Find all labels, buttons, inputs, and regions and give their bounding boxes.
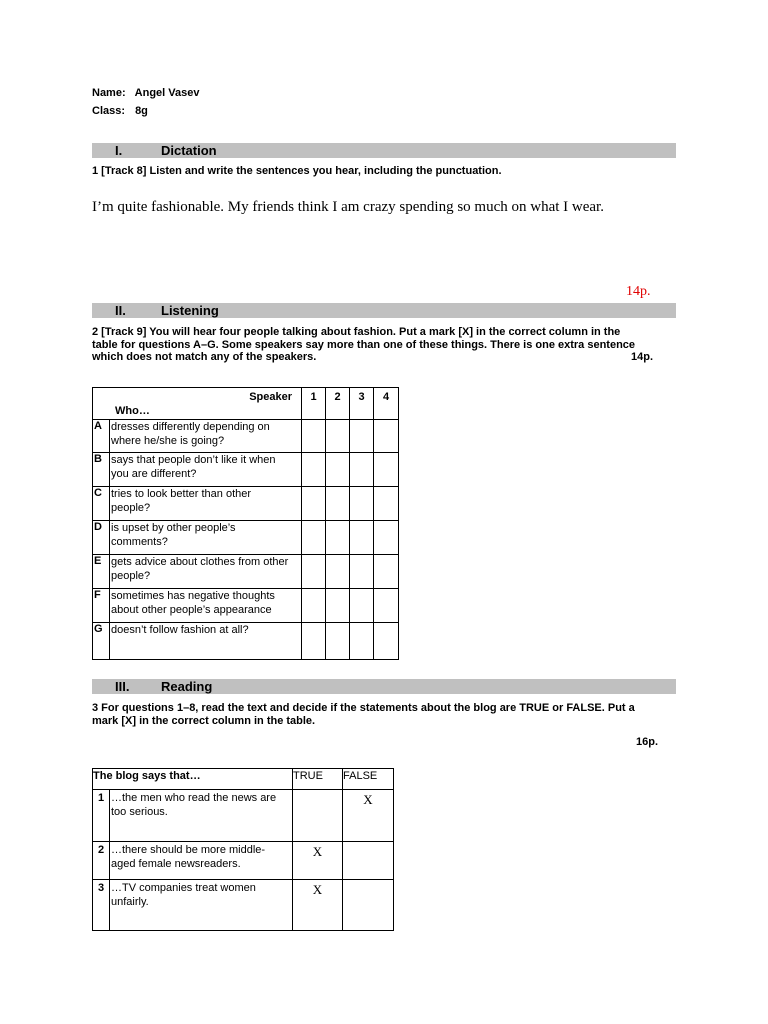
answer-cell[interactable] bbox=[350, 555, 374, 589]
statement-line: dresses differently depending on bbox=[111, 421, 270, 433]
answer-cell[interactable] bbox=[302, 453, 326, 487]
row-statement bbox=[110, 589, 302, 623]
statement-line: people? bbox=[111, 502, 151, 514]
instruction-line: 2 [Track 9] You will hear four people talking about fashion. Put a mark [X] in the correct column in the bbox=[92, 326, 621, 338]
reading-score: 16p. bbox=[636, 736, 659, 748]
statement-line: says that people don’t like it when bbox=[111, 454, 276, 466]
statement-line: comments? bbox=[111, 536, 168, 548]
statement-line: sometimes has negative thoughts bbox=[111, 590, 275, 602]
student-class: 8g bbox=[135, 105, 148, 117]
table-row bbox=[93, 487, 399, 521]
answer-cell[interactable] bbox=[326, 521, 350, 555]
row-letter: F bbox=[93, 589, 110, 623]
answer-cell[interactable] bbox=[302, 589, 326, 623]
section-heading-dictation bbox=[92, 143, 676, 158]
statement-line: …there should be more middle- bbox=[111, 844, 266, 856]
table-header-row bbox=[93, 388, 399, 420]
answer-cell[interactable] bbox=[350, 487, 374, 521]
section-number: I. bbox=[115, 143, 123, 158]
true-column-header: TRUE bbox=[293, 769, 343, 790]
student-name-row bbox=[92, 87, 199, 99]
who-label: Who… bbox=[115, 405, 150, 417]
answer-cell[interactable] bbox=[374, 487, 399, 521]
statement-line: tries to look better than other bbox=[111, 488, 252, 500]
row-statement bbox=[110, 880, 293, 931]
row-number: 2 bbox=[93, 842, 110, 880]
answer-cell[interactable] bbox=[374, 521, 399, 555]
table-row bbox=[93, 555, 399, 589]
answer-cell[interactable] bbox=[374, 555, 399, 589]
row-letter: D bbox=[93, 521, 110, 555]
statement-line: people? bbox=[111, 570, 151, 582]
answer-cell[interactable] bbox=[302, 420, 326, 453]
speaker-col-3: 3 bbox=[350, 388, 374, 420]
listening-instruction bbox=[92, 326, 682, 364]
answer-cell[interactable] bbox=[350, 420, 374, 453]
dictation-instruction: 1 [Track 8] Listen and write the sentences you hear, including the punctuation. bbox=[92, 165, 502, 177]
row-letter: E bbox=[93, 555, 110, 589]
row-letter: G bbox=[93, 623, 110, 660]
dictation-answer: I’m quite fashionable. My friends think I am crazy spending so much on what I wear. bbox=[92, 199, 604, 215]
row-number: 3 bbox=[93, 880, 110, 931]
speaker-col-1: 1 bbox=[302, 388, 326, 420]
instruction-line: table for questions A–G. Some speakers say more than one of these things. There is one extra sentence bbox=[92, 338, 636, 351]
answer-cell[interactable] bbox=[302, 487, 326, 521]
answer-cell[interactable] bbox=[326, 453, 350, 487]
statement-line: doesn’t follow fashion at all? bbox=[111, 624, 249, 636]
table-row bbox=[93, 790, 394, 842]
row-statement bbox=[110, 555, 302, 589]
statement-line: where he/she is going? bbox=[111, 435, 225, 447]
statement-line: is upset by other people’s bbox=[111, 522, 236, 534]
student-class-row bbox=[92, 105, 148, 117]
speaker-who-cell bbox=[93, 388, 302, 420]
answer-cell[interactable] bbox=[350, 623, 374, 660]
instruction-line: 3 For questions 1–8, read the text and decide if the statements about the blog are TRUE or FALSE. Put a bbox=[92, 702, 635, 714]
table-row bbox=[93, 521, 399, 555]
false-column-header: FALSE bbox=[343, 769, 394, 790]
instruction-line: which does not match any of the speakers. bbox=[92, 351, 317, 363]
row-statement bbox=[110, 420, 302, 453]
statement-line: you are different? bbox=[111, 468, 197, 480]
section-number: III. bbox=[115, 679, 130, 694]
class-label: Class: bbox=[92, 105, 126, 117]
section-heading-listening bbox=[92, 303, 676, 318]
row-statement bbox=[110, 842, 293, 880]
answer-cell[interactable] bbox=[326, 487, 350, 521]
true-answer-cell[interactable]: X bbox=[293, 842, 343, 880]
answer-cell[interactable] bbox=[302, 555, 326, 589]
table-row bbox=[93, 880, 394, 931]
table-row bbox=[93, 623, 399, 660]
table-row bbox=[93, 453, 399, 487]
answer-cell[interactable] bbox=[350, 521, 374, 555]
section-title: Dictation bbox=[161, 143, 217, 158]
section-number: II. bbox=[115, 303, 126, 318]
section-title: Reading bbox=[161, 679, 213, 694]
table-row bbox=[93, 589, 399, 623]
table-row bbox=[93, 842, 394, 880]
row-statement bbox=[110, 487, 302, 521]
row-letter: B bbox=[93, 453, 110, 487]
answer-cell[interactable] bbox=[374, 453, 399, 487]
statement-line: aged female newsreaders. bbox=[111, 858, 241, 870]
row-number: 1 bbox=[93, 790, 110, 842]
true-answer-cell[interactable] bbox=[293, 790, 343, 842]
row-letter: A bbox=[93, 420, 110, 453]
answer-cell[interactable] bbox=[350, 453, 374, 487]
listening-table bbox=[92, 387, 399, 660]
statement-line: …TV companies treat women bbox=[111, 882, 256, 894]
student-name: Angel Vasev bbox=[134, 87, 200, 99]
section-heading-reading bbox=[92, 679, 676, 694]
answer-cell[interactable] bbox=[350, 589, 374, 623]
statement-line: too serious. bbox=[111, 806, 168, 818]
table-header-row bbox=[93, 769, 394, 790]
statement-line: …the men who read the news are bbox=[111, 792, 277, 804]
table-row bbox=[93, 420, 399, 453]
statement-line: gets advice about clothes from other bbox=[111, 556, 289, 568]
speaker-col-2: 2 bbox=[326, 388, 350, 420]
name-label: Name: bbox=[92, 87, 126, 99]
row-statement bbox=[110, 453, 302, 487]
answer-cell[interactable] bbox=[326, 589, 350, 623]
reading-instruction bbox=[92, 702, 682, 727]
row-statement bbox=[110, 790, 293, 842]
answer-cell[interactable] bbox=[374, 589, 399, 623]
false-answer-cell[interactable]: X bbox=[343, 790, 394, 842]
speaker-label: Speaker bbox=[249, 391, 292, 403]
statement-line: about other people’s appearance bbox=[111, 604, 272, 616]
speaker-col-4: 4 bbox=[374, 388, 399, 420]
true-answer-cell[interactable]: X bbox=[293, 880, 343, 931]
answer-cell[interactable] bbox=[326, 623, 350, 660]
answer-cell[interactable] bbox=[326, 420, 350, 453]
row-statement bbox=[110, 623, 302, 660]
answer-cell[interactable] bbox=[374, 623, 399, 660]
row-statement bbox=[110, 521, 302, 555]
reading-table bbox=[92, 768, 394, 931]
instruction-line: mark [X] in the correct column in the table. bbox=[92, 714, 316, 727]
blog-header: The blog says that… bbox=[93, 769, 293, 790]
answer-cell[interactable] bbox=[374, 420, 399, 453]
false-answer-cell[interactable] bbox=[343, 842, 394, 880]
listening-score: 14p. bbox=[631, 351, 654, 363]
dictation-score: 14p. bbox=[626, 284, 651, 299]
row-letter: C bbox=[93, 487, 110, 521]
answer-cell[interactable] bbox=[302, 623, 326, 660]
answer-cell[interactable] bbox=[326, 555, 350, 589]
section-title: Listening bbox=[161, 303, 219, 318]
false-answer-cell[interactable] bbox=[343, 880, 394, 931]
statement-line: unfairly. bbox=[111, 896, 149, 908]
answer-cell[interactable] bbox=[302, 521, 326, 555]
